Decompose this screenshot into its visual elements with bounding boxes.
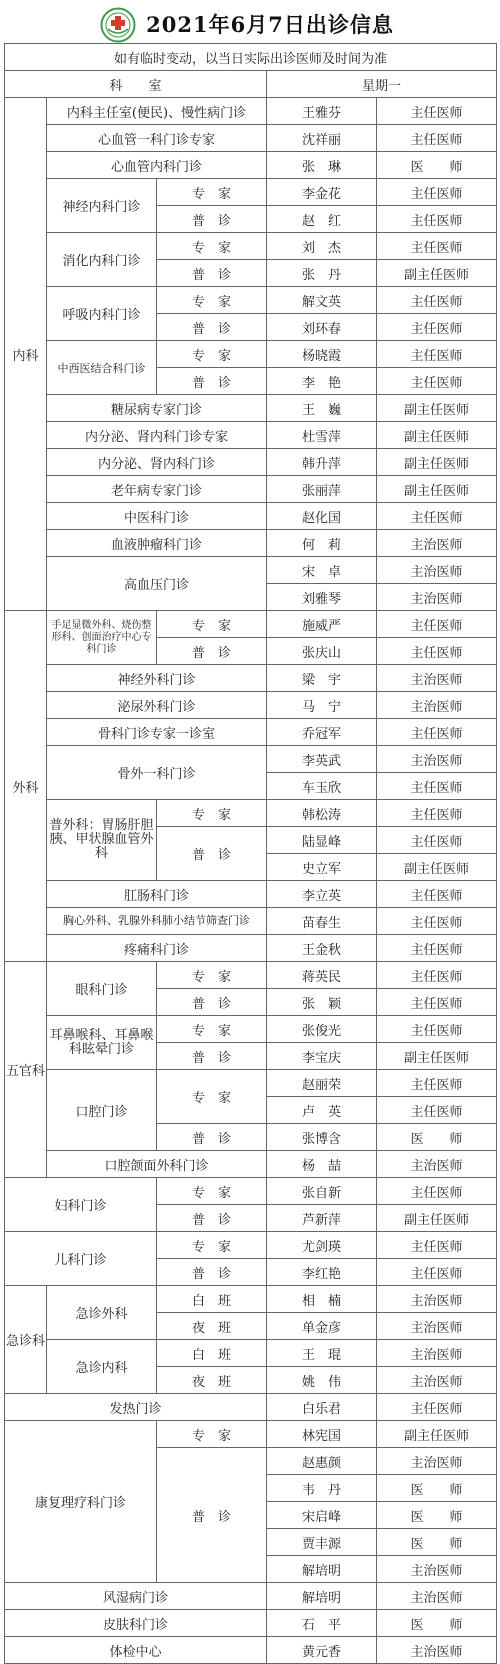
clinic-type: 普 诊 bbox=[157, 1259, 267, 1286]
doctor-title: 副主任医师 bbox=[377, 395, 497, 422]
category-neike: 内科 bbox=[5, 98, 47, 611]
doctor-title: 副主任医师 bbox=[377, 1043, 497, 1070]
doctor-name: 黄元香 bbox=[267, 1637, 377, 1664]
doctor-title: 主治医师 bbox=[377, 1583, 497, 1610]
clinic-type: 普 诊 bbox=[157, 368, 267, 395]
clinic-type: 专 家 bbox=[157, 1070, 267, 1124]
doctor-title: 主任医师 bbox=[377, 962, 497, 989]
doctor-name: 张 琳 bbox=[267, 152, 377, 179]
doctor-title: 副主任医师 bbox=[377, 854, 497, 881]
clinic-type: 普 诊 bbox=[157, 827, 267, 881]
clinic-type: 普 诊 bbox=[157, 260, 267, 287]
doctor-title: 主治医师 bbox=[377, 1286, 497, 1313]
doctor-name: 张自新 bbox=[267, 1178, 377, 1205]
doctor-title: 主任医师 bbox=[377, 98, 497, 125]
clinic-type: 普 诊 bbox=[157, 989, 267, 1016]
doctor-name: 刘 杰 bbox=[267, 233, 377, 260]
doctor-title: 主任医师 bbox=[377, 287, 497, 314]
doctor-name: 苗春生 bbox=[267, 908, 377, 935]
doctor-name: 李英武 bbox=[267, 746, 377, 773]
dept-name: 中西医结合科门诊 bbox=[47, 341, 157, 395]
doctor-name: 王雅芬 bbox=[267, 98, 377, 125]
doctor-name: 杜雪萍 bbox=[267, 422, 377, 449]
doctor-name: 单金彦 bbox=[267, 1313, 377, 1340]
dept-name: 消化内科门诊 bbox=[47, 233, 157, 287]
doctor-name: 韦 丹 bbox=[267, 1475, 377, 1502]
doctor-name: 解培明 bbox=[267, 1583, 377, 1610]
category-waike: 外科 bbox=[5, 611, 47, 962]
dept-name: 皮肤科门诊 bbox=[5, 1610, 267, 1637]
doctor-name: 卢 英 bbox=[267, 1097, 377, 1124]
doctor-title: 主任医师 bbox=[377, 179, 497, 206]
doctor-title: 副主任医师 bbox=[377, 1421, 497, 1448]
doctor-name: 王金秋 bbox=[267, 935, 377, 962]
doctor-name: 林宪国 bbox=[267, 1421, 377, 1448]
doctor-title: 主任医师 bbox=[377, 773, 497, 800]
doctor-name: 张博含 bbox=[267, 1124, 377, 1151]
doctor-name: 刘雅琴 bbox=[267, 584, 377, 611]
doctor-title: 主治医师 bbox=[377, 1151, 497, 1178]
doctor-name: 宋启峰 bbox=[267, 1502, 377, 1529]
dept-name: 糖尿病专家门诊 bbox=[47, 395, 267, 422]
doctor-name: 白乐君 bbox=[267, 1394, 377, 1421]
doctor-name: 张 丹 bbox=[267, 260, 377, 287]
clinic-type: 夜 班 bbox=[157, 1313, 267, 1340]
doctor-title: 医 师 bbox=[377, 1502, 497, 1529]
doctor-title: 主任医师 bbox=[377, 1178, 497, 1205]
clinic-type: 专 家 bbox=[157, 341, 267, 368]
doctor-name: 姚 伟 bbox=[267, 1367, 377, 1394]
doctor-name: 王 巍 bbox=[267, 395, 377, 422]
doctor-title: 主治医师 bbox=[377, 692, 497, 719]
doctor-title: 主任医师 bbox=[377, 1097, 497, 1124]
doctor-title: 主任医师 bbox=[377, 611, 497, 638]
doctor-title: 主治医师 bbox=[377, 584, 497, 611]
doctor-title: 主任医师 bbox=[377, 719, 497, 746]
dept-name: 口腔门诊 bbox=[47, 1070, 157, 1151]
doctor-title: 副主任医师 bbox=[377, 422, 497, 449]
dept-name: 耳鼻喉科、耳鼻喉科眩晕门诊 bbox=[47, 1016, 157, 1070]
dept-name: 内分泌、肾内科门诊 bbox=[47, 449, 267, 476]
clinic-type: 普 诊 bbox=[157, 1205, 267, 1232]
dept-name: 康复理疗科门诊 bbox=[5, 1421, 157, 1583]
doctor-title: 主任医师 bbox=[377, 1394, 497, 1421]
doctor-name: 芦新萍 bbox=[267, 1205, 377, 1232]
dept-name: 心血管内科门诊 bbox=[47, 152, 267, 179]
doctor-title: 副主任医师 bbox=[377, 449, 497, 476]
clinic-type: 普 诊 bbox=[157, 638, 267, 665]
doctor-name: 张丽萍 bbox=[267, 476, 377, 503]
doctor-name: 王 琨 bbox=[267, 1340, 377, 1367]
doctor-title: 主治医师 bbox=[377, 1367, 497, 1394]
dept-name: 发热门诊 bbox=[5, 1394, 267, 1421]
doctor-name: 赵丽荣 bbox=[267, 1070, 377, 1097]
doctor-title: 副主任医师 bbox=[377, 260, 497, 287]
header-day: 星期一 bbox=[267, 71, 497, 98]
doctor-title: 医 师 bbox=[377, 1475, 497, 1502]
doctor-name: 刘环春 bbox=[267, 314, 377, 341]
header bbox=[4, 3, 496, 41]
doctor-name: 乔冠军 bbox=[267, 719, 377, 746]
clinic-type: 普 诊 bbox=[157, 314, 267, 341]
doctor-title: 主治医师 bbox=[377, 1556, 497, 1583]
doctor-title: 主治医师 bbox=[377, 665, 497, 692]
doctor-title: 医 师 bbox=[377, 1124, 497, 1151]
dept-name: 肛肠科门诊 bbox=[47, 881, 267, 908]
dept-name: 急诊外科 bbox=[47, 1286, 157, 1340]
dept-name: 急诊内科 bbox=[47, 1340, 157, 1394]
dept-name: 呼吸内科门诊 bbox=[47, 287, 157, 341]
page-title: 2021年6月7日出诊信息 bbox=[146, 12, 394, 37]
doctor-name: 韩松涛 bbox=[267, 800, 377, 827]
schedule-table bbox=[4, 43, 497, 1664]
dept-name: 老年病专家门诊 bbox=[47, 476, 267, 503]
doctor-name: 李宝庆 bbox=[267, 1043, 377, 1070]
clinic-type: 白 班 bbox=[157, 1340, 267, 1367]
clinic-type: 普 诊 bbox=[157, 1124, 267, 1151]
doctor-name: 史立军 bbox=[267, 854, 377, 881]
doctor-name: 张俊光 bbox=[267, 1016, 377, 1043]
clinic-type: 夜 班 bbox=[157, 1367, 267, 1394]
doctor-title: 主治医师 bbox=[377, 1448, 497, 1475]
dept-name: 心血管一科门诊专家 bbox=[47, 125, 267, 152]
dept-name: 神经外科门诊 bbox=[47, 665, 267, 692]
doctor-title: 医 师 bbox=[377, 1610, 497, 1637]
doctor-title: 主任医师 bbox=[377, 503, 497, 530]
doctor-name: 车玉欣 bbox=[267, 773, 377, 800]
doctor-name: 李红艳 bbox=[267, 1259, 377, 1286]
dept-name: 内科主任室(便民)、慢性病门诊 bbox=[47, 98, 267, 125]
doctor-title: 主任医师 bbox=[377, 638, 497, 665]
doctor-title: 主任医师 bbox=[377, 800, 497, 827]
clinic-type: 专 家 bbox=[157, 233, 267, 260]
doctor-title: 主治医师 bbox=[377, 557, 497, 584]
doctor-name: 贾丰源 bbox=[267, 1529, 377, 1556]
dept-name: 骨科门诊专家一诊室 bbox=[47, 719, 267, 746]
clinic-type: 专 家 bbox=[157, 1178, 267, 1205]
doctor-title: 主治医师 bbox=[377, 530, 497, 557]
doctor-name: 石 平 bbox=[267, 1610, 377, 1637]
doctor-name: 韩升萍 bbox=[267, 449, 377, 476]
clinic-type: 普 诊 bbox=[157, 206, 267, 233]
dept-name: 骨外一科门诊 bbox=[47, 746, 267, 800]
dept-name: 内分泌、肾内科门诊专家 bbox=[47, 422, 267, 449]
clinic-type: 专 家 bbox=[157, 1232, 267, 1259]
dept-name: 体检中心 bbox=[5, 1637, 267, 1664]
dept-name: 风湿病门诊 bbox=[5, 1583, 267, 1610]
hospital-logo-icon bbox=[100, 7, 136, 43]
header-dept: 科 室 bbox=[5, 71, 267, 98]
doctor-title: 主任医师 bbox=[377, 1259, 497, 1286]
dept-name: 口腔颌面外科门诊 bbox=[47, 1151, 267, 1178]
dept-name: 疼痛科门诊 bbox=[47, 935, 267, 962]
doctor-title: 主任医师 bbox=[377, 206, 497, 233]
doctor-name: 杨晓霞 bbox=[267, 341, 377, 368]
doctor-name: 解培明 bbox=[267, 1556, 377, 1583]
doctor-title: 主任医师 bbox=[377, 125, 497, 152]
doctor-name: 尤剑瑛 bbox=[267, 1232, 377, 1259]
clinic-type: 专 家 bbox=[157, 611, 267, 638]
clinic-type: 白 班 bbox=[157, 1286, 267, 1313]
doctor-name: 杨 喆 bbox=[267, 1151, 377, 1178]
doctor-title: 副主任医师 bbox=[377, 1205, 497, 1232]
dept-name: 眼科门诊 bbox=[47, 962, 157, 1016]
clinic-type: 普 诊 bbox=[157, 1448, 267, 1583]
clinic-type: 专 家 bbox=[157, 1016, 267, 1043]
doctor-name: 陆显峰 bbox=[267, 827, 377, 854]
doctor-title: 主任医师 bbox=[377, 908, 497, 935]
dept-name: 胸心外科、乳腺外科肺小结节筛查门诊 bbox=[47, 908, 267, 935]
doctor-title: 主治医师 bbox=[377, 1340, 497, 1367]
doctor-title: 主任医师 bbox=[377, 233, 497, 260]
dept-name: 神经内科门诊 bbox=[47, 179, 157, 233]
doctor-name: 张庆山 bbox=[267, 638, 377, 665]
dept-name: 高血压门诊 bbox=[47, 557, 267, 611]
doctor-name: 李金花 bbox=[267, 179, 377, 206]
dept-name: 泌尿外科门诊 bbox=[47, 692, 267, 719]
doctor-name: 赵化国 bbox=[267, 503, 377, 530]
doctor-name: 赵 红 bbox=[267, 206, 377, 233]
doctor-name: 何 莉 bbox=[267, 530, 377, 557]
clinic-type: 专 家 bbox=[157, 179, 267, 206]
doctor-name: 施威严 bbox=[267, 611, 377, 638]
dept-name: 普外科：胃肠肝胆胰、甲状腺血管外科 bbox=[47, 800, 157, 881]
doctor-name: 马 宁 bbox=[267, 692, 377, 719]
doctor-name: 梁 宇 bbox=[267, 665, 377, 692]
dept-name: 血液肿瘤科门诊 bbox=[47, 530, 267, 557]
notice-text: 如有临时变动，以当日实际出诊医师及时间为准 bbox=[5, 44, 497, 71]
doctor-title: 主任医师 bbox=[377, 827, 497, 854]
doctor-title: 主治医师 bbox=[377, 1313, 497, 1340]
doctor-name: 宋 卓 bbox=[267, 557, 377, 584]
doctor-title: 主任医师 bbox=[377, 1232, 497, 1259]
dept-name: 儿科门诊 bbox=[5, 1232, 157, 1286]
dept-name: 中医科门诊 bbox=[47, 503, 267, 530]
doctor-title: 主任医师 bbox=[377, 368, 497, 395]
clinic-type: 专 家 bbox=[157, 287, 267, 314]
clinic-type: 专 家 bbox=[157, 962, 267, 989]
doctor-title: 主任医师 bbox=[377, 881, 497, 908]
doctor-title: 医 师 bbox=[377, 1529, 497, 1556]
doctor-title: 主任医师 bbox=[377, 1070, 497, 1097]
doctor-name: 相 楠 bbox=[267, 1286, 377, 1313]
doctor-title: 主任医师 bbox=[377, 935, 497, 962]
clinic-type: 普 诊 bbox=[157, 1043, 267, 1070]
category-wuguan: 五官科 bbox=[5, 962, 47, 1178]
doctor-name: 解文英 bbox=[267, 287, 377, 314]
doctor-title: 医 师 bbox=[377, 152, 497, 179]
doctor-title: 主治医师 bbox=[377, 1637, 497, 1664]
doctor-title: 副主任医师 bbox=[377, 476, 497, 503]
doctor-title: 主治医师 bbox=[377, 746, 497, 773]
doctor-name: 张 颖 bbox=[267, 989, 377, 1016]
doctor-title: 主任医师 bbox=[377, 1016, 497, 1043]
doctor-name: 蒋英民 bbox=[267, 962, 377, 989]
dept-name: 手足显微外科、烧伤整形科、创面治疗中心专科门诊 bbox=[47, 611, 157, 665]
doctor-name: 李 艳 bbox=[267, 368, 377, 395]
doctor-title: 主任医师 bbox=[377, 314, 497, 341]
dept-name: 妇科门诊 bbox=[5, 1178, 157, 1232]
clinic-type: 专 家 bbox=[157, 1421, 267, 1448]
category-jizhen: 急诊科 bbox=[5, 1286, 47, 1394]
clinic-type: 专 家 bbox=[157, 800, 267, 827]
doctor-name: 沈祥丽 bbox=[267, 125, 377, 152]
doctor-title: 主任医师 bbox=[377, 341, 497, 368]
doctor-name: 赵惠颜 bbox=[267, 1448, 377, 1475]
doctor-title: 主任医师 bbox=[377, 989, 497, 1016]
doctor-name: 李立英 bbox=[267, 881, 377, 908]
